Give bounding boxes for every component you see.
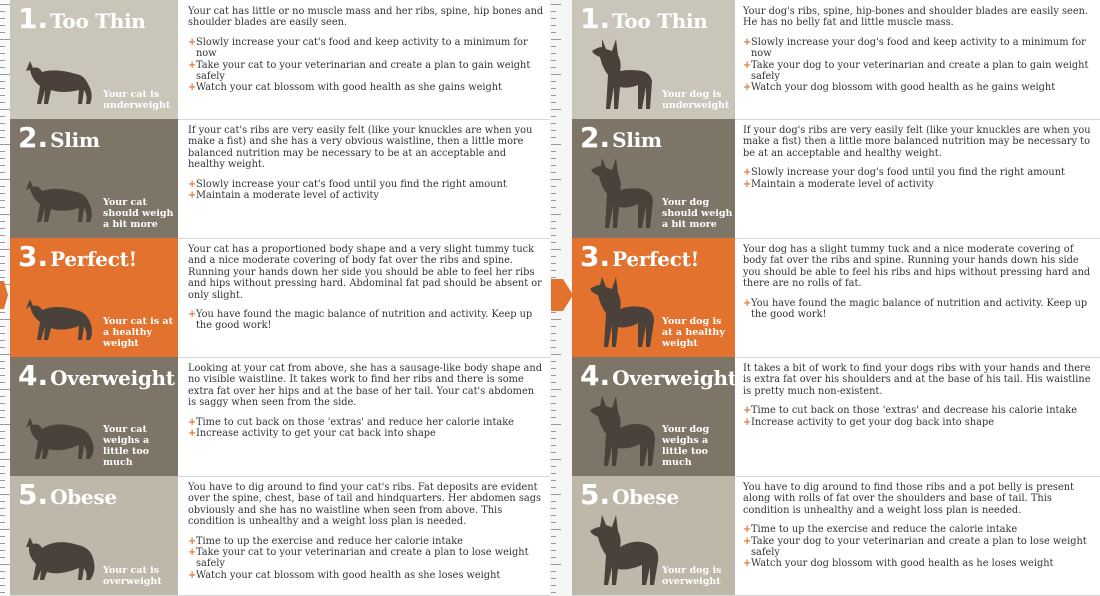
dog-weight-chart [572, 0, 1100, 595]
cat-obese-caption: Your cat is overweight [103, 565, 162, 587]
ruler-tick [0, 501, 5, 502]
cat-obese-tips [188, 536, 544, 582]
cat-overweight-caption: Your cat weighs a little too much [103, 424, 150, 468]
ruler-tick [551, 172, 556, 173]
dog-slim-tips [743, 167, 1092, 190]
tip: + Take your cat to your veterinarian and create a plan to gain weight safely [188, 59, 531, 83]
dog-too-thin-caption: Your dog is underweight [662, 89, 730, 111]
ruler-tick [551, 368, 556, 369]
cat-slim-text [188, 125, 544, 201]
dog-perfect-text [743, 244, 1092, 320]
ruler-tick [551, 550, 556, 551]
dog-slim-title: Slim [612, 128, 662, 152]
cat-row-slim [10, 119, 550, 239]
ruler-tick [551, 228, 556, 229]
tip: + Watch your cat blossom with good health as she gains weight [188, 82, 503, 94]
ruler-tick [0, 130, 5, 131]
ruler-tick [0, 361, 5, 362]
ruler-tick [0, 592, 5, 593]
ruler-tick [551, 536, 556, 537]
ruler-tick [551, 592, 556, 593]
tip: + Slowly increase your cat's food until you find the right amount [188, 178, 507, 190]
ruler-tick [551, 95, 556, 96]
cat-silhouette-icon [18, 41, 98, 111]
ruler-tick [551, 480, 556, 481]
ruler-tick [551, 235, 556, 236]
cat-slim-caption: Your cat should weigh a bit more [103, 197, 174, 230]
dog-obese-number: 5. [580, 478, 611, 511]
ruler-tick [0, 39, 10, 40]
dog-silhouette-icon [580, 390, 660, 470]
ruler-tick [551, 207, 556, 208]
cat-slim-title: Slim [50, 128, 100, 152]
dog-row-obese-swatch [572, 476, 735, 595]
dog-too-thin-text [743, 6, 1092, 94]
ruler-tick [0, 172, 5, 173]
ruler-tick [551, 333, 556, 334]
ruler-tick [0, 466, 5, 467]
ruler-tick [0, 368, 5, 369]
ruler-tick [551, 151, 556, 152]
dog-slim-caption: Your dog should weigh a bit more [662, 197, 733, 230]
dog-perfect-title: Perfect! [612, 247, 700, 271]
cat-overweight-title: Overweight [50, 366, 175, 390]
ruler-tick [0, 200, 5, 201]
dog-row-perfect-swatch [572, 238, 735, 357]
ruler-tick [551, 74, 561, 75]
ruler-tick [551, 515, 556, 516]
dog-overweight-description: It takes a bit of work to find your dogs ribs with your hands and there is extra fat over his shoulders and at the base of his tail. His waistline is pretty much non-existent. [743, 363, 1091, 397]
ruler-tick [551, 256, 556, 257]
dog-slim-description: If your dog's ribs are very easily felt (like your knuckles are when you make a fist) then a little more balanced nutrition may be necessary to be at an acceptable and healthy weight. [743, 125, 1091, 159]
ruler-tick [0, 480, 5, 481]
tip: + Take your dog to your veterinarian and create a plan to gain weight safely [743, 59, 1089, 83]
cat-obese-text [188, 482, 544, 581]
ruler-tick [551, 186, 556, 187]
ruler-tick [0, 25, 5, 26]
tip: + Time to up the exercise and reduce her calorie intake [188, 535, 463, 547]
ruler-tick [551, 417, 556, 418]
ruler-tick [0, 571, 5, 572]
ruler-tick [551, 130, 556, 131]
ruler-tick [0, 116, 5, 117]
cat-perfect-tips [188, 309, 544, 332]
tip: + Slowly increase your dog's food and keep activity to a minimum for now [743, 36, 1086, 60]
tip: + Watch your dog blossom with good health as he loses weight [743, 558, 1054, 570]
ruler-tick [551, 11, 556, 12]
ruler-tick [551, 473, 556, 474]
dog-row-overweight-swatch [572, 357, 735, 476]
ruler-tick [0, 81, 5, 82]
ruler-tick [551, 487, 556, 488]
dog-obese-title: Obese [612, 485, 679, 509]
dog-obese-description: You have to dig around to find those ribs and a pot belly is present along with rolls of fat over the shoulders and base of tail. This condition is unhealthy and a weight loss plan is needed. [743, 482, 1074, 516]
ruler-tick [0, 270, 5, 271]
ruler-tick [551, 249, 561, 250]
ruler-tick [551, 88, 556, 89]
cat-too-thin-text [188, 6, 544, 94]
ruler-tick [0, 67, 5, 68]
cat-row-overweight-swatch [10, 357, 178, 476]
ruler-tick [551, 403, 556, 404]
ruler-tick [0, 102, 5, 103]
dog-silhouette-icon [580, 33, 660, 113]
ruler-tick [0, 88, 5, 89]
dog-silhouette-icon [580, 152, 660, 232]
ruler-tick [551, 32, 556, 33]
cat-row-too-thin [10, 0, 550, 120]
ruler-tick [551, 522, 556, 523]
ruler-tick [551, 382, 556, 383]
ruler-tick [0, 319, 10, 320]
cat-obese-title: Obese [50, 485, 117, 509]
dog-too-thin-number: 1. [580, 2, 611, 35]
ruler-tick [551, 158, 556, 159]
cat-slim-description: If your cat's ribs are very easily felt (like your knuckles are when you make a fist) and she has a very obvious waistline, then a little more balanced nutrition may be necessary to be at an acceptable and healthy weight. [188, 125, 533, 171]
ruler-tick [551, 438, 556, 439]
ruler-tick [0, 522, 5, 523]
ruler-tick [0, 46, 5, 47]
cat-overweight-tips [188, 417, 544, 440]
tip: + Slowly increase your cat's food and keep activity to a minimum for now [188, 36, 528, 60]
dog-obese-tips [743, 524, 1092, 570]
ruler-tick [0, 424, 10, 425]
cat-obese-description: You have to dig around to find your cat's ribs. Fat deposits are evident over the spine, chest, base of tail and hindquarters. Her abdomen sags obviously and she has no waistline when seen from above. This condition is unhealthy and a weight loss plan is needed. [188, 482, 542, 528]
tip: + Time to up the exercise and reduce the calorie intake [743, 524, 1018, 536]
ruler-tick [551, 466, 556, 467]
ruler-tick [0, 529, 10, 530]
ruler-tick [551, 585, 556, 586]
ruler-tick [0, 11, 5, 12]
ruler-tick [551, 39, 561, 40]
dog-slim-number: 2. [580, 121, 611, 154]
ruler-tick [551, 445, 556, 446]
cat-too-thin-caption: Your cat is underweight [103, 89, 171, 111]
ruler-tick [551, 270, 556, 271]
cat-overweight-number: 4. [18, 359, 49, 392]
ruler-tick [0, 95, 5, 96]
cat-overweight-text [188, 363, 544, 439]
tip: + Time to cut back on those 'extras' and decrease his calorie intake [743, 405, 1078, 417]
tip: + Maintain a moderate level of activity [188, 190, 379, 202]
cat-row-overweight [10, 357, 550, 477]
ruler-tick [551, 81, 556, 82]
ruler-tick [551, 221, 556, 222]
cat-silhouette-icon [18, 517, 98, 587]
ruler-tick [0, 109, 10, 110]
cat-overweight-description: Looking at your cat from above, she has a sausage-like body shape and no visible waistline. It takes work to find her ribs and there is some extra fat over her hips and at the base of her tail. Your cat's abdomen is saggy when seen from the side. [188, 363, 542, 409]
dog-silhouette-icon [580, 271, 660, 351]
ruler-tick [0, 410, 5, 411]
ruler-tick [0, 179, 10, 180]
ruler-tick [551, 578, 556, 579]
ruler-tick [0, 123, 5, 124]
ruler-tick [0, 60, 5, 61]
ruler-tick [0, 144, 10, 145]
cat-perfect-caption: Your cat is at a healthy weight [103, 316, 173, 349]
ruler-tick [551, 431, 556, 432]
ruler-tick [551, 340, 556, 341]
ruler-tick [0, 242, 5, 243]
tip: + Take your cat to your veterinarian and create a plan to lose weight safely [188, 547, 529, 570]
cat-row-slim-swatch [10, 119, 178, 238]
cat-too-thin-number: 1. [18, 2, 49, 35]
cat-too-thin-description: Your cat has little or no muscle mass and her ribs, spine, hip bones and shoulder blades are easily seen. [188, 6, 544, 29]
ruler-tick [0, 445, 5, 446]
ruler-tick [0, 473, 5, 474]
cat-silhouette-icon [18, 279, 98, 349]
dog-overweight-text [743, 363, 1092, 428]
tip: + You have found the magic balance of nutrition and activity. Keep up the good work! [188, 309, 533, 332]
ruler-tick [0, 417, 5, 418]
ruler-tick [0, 228, 5, 229]
ruler-tick [0, 536, 5, 537]
cat-too-thin-tips [188, 37, 544, 94]
ruler-tick [551, 263, 556, 264]
cat-row-obese-swatch [10, 476, 178, 595]
ruler-tick [0, 207, 5, 208]
ruler-tick [0, 249, 10, 250]
ruler-tick [0, 235, 5, 236]
ruler-tick [551, 571, 556, 572]
ruler-tick [0, 74, 10, 75]
dog-too-thin-description: Your dog's ribs, spine, hip-bones and shoulder blades are easily seen. He has no belly fat and little muscle mass. [743, 6, 1089, 29]
tip: + You have found the magic balance of nutrition and activity. Keep up the good work! [743, 297, 1088, 321]
dog-overweight-number: 4. [580, 359, 611, 392]
ruler-tick [551, 396, 556, 397]
arrow-marker-icon [551, 275, 573, 315]
ruler-tick [551, 18, 556, 19]
ruler-tick [0, 186, 5, 187]
ruler-tick [0, 438, 5, 439]
dog-row-obese [572, 476, 1100, 596]
ruler-tick [0, 585, 5, 586]
cat-obese-number: 5. [18, 478, 49, 511]
ruler-tick [551, 410, 556, 411]
dog-too-thin-tips [743, 37, 1092, 94]
dog-too-thin-title: Too Thin [612, 9, 708, 33]
ruler-tick [551, 424, 561, 425]
ruler-tick [0, 543, 5, 544]
cat-slim-tips [188, 179, 544, 202]
cat-row-perfect [10, 238, 550, 358]
ruler-tick [0, 165, 5, 166]
tip: + Slowly increase your dog's food until you find the right amount [743, 167, 1065, 179]
ruler-tick [0, 221, 5, 222]
ruler-tick [0, 53, 5, 54]
dog-row-perfect [572, 238, 1100, 358]
ruler-tick [551, 109, 561, 110]
tip: + Increase activity to get your cat back into shape [188, 428, 436, 440]
tip: + Watch your cat blossom with good health as she loses weight [188, 569, 501, 581]
ruler-tick [551, 361, 556, 362]
ruler-tick [551, 179, 561, 180]
dog-row-slim [572, 119, 1100, 239]
ruler-tick [551, 501, 556, 502]
ruler-tick [551, 375, 556, 376]
ruler-tick [551, 200, 556, 201]
tip: + Time to cut back on those 'extras' and reduce her calorie intake [188, 416, 514, 428]
ruler-tick [551, 543, 556, 544]
ruler-tick [551, 53, 556, 54]
dog-perfect-caption: Your dog is at a healthy weight [662, 316, 725, 349]
ruler-tick [0, 151, 5, 152]
ruler-tick [0, 32, 5, 33]
dog-perfect-number: 3. [580, 240, 611, 273]
ruler-tick [551, 452, 556, 453]
ruler-tick [0, 347, 5, 348]
arrow-marker-left-icon [0, 275, 8, 315]
cat-too-thin-title: Too Thin [50, 9, 146, 33]
ruler-tick [0, 4, 10, 5]
ruler-tick [551, 46, 556, 47]
dog-row-too-thin [572, 0, 1100, 120]
ruler-tick [0, 550, 5, 551]
ruler-tick [551, 242, 556, 243]
ruler-tick [0, 326, 5, 327]
dog-row-slim-swatch [572, 119, 735, 238]
dog-overweight-title: Overweight [612, 366, 737, 390]
ruler-tick [0, 564, 10, 565]
ruler-tick [0, 382, 5, 383]
ruler-tick [551, 354, 561, 355]
dog-overweight-caption: Your dog weighs a little too much [662, 424, 710, 468]
tip: + Take your dog to your veterinarian and create a plan to lose weight safely [743, 535, 1087, 559]
ruler-tick [0, 515, 5, 516]
ruler-tick [0, 403, 5, 404]
ruler-tick [551, 557, 556, 558]
ruler-tick [0, 396, 5, 397]
dog-obese-caption: Your dog is overweight [662, 565, 722, 587]
ruler-tick [0, 431, 5, 432]
ruler-tick [0, 158, 5, 159]
cat-perfect-text [188, 244, 544, 332]
dog-overweight-tips [743, 405, 1092, 428]
dog-row-too-thin-swatch [572, 0, 735, 119]
ruler-tick [551, 494, 561, 495]
ruler-tick [0, 214, 10, 215]
dog-obese-text [743, 482, 1092, 570]
ruler-tick [0, 340, 5, 341]
ruler-tick [0, 459, 10, 460]
ruler-tick [551, 4, 561, 5]
cat-row-obese [10, 476, 550, 596]
tip: + Increase activity to get your dog back into shape [743, 416, 995, 428]
ruler-tick [551, 67, 556, 68]
ruler-tick [551, 60, 556, 61]
ruler-tick [551, 123, 556, 124]
dog-slim-text [743, 125, 1092, 190]
ruler-tick [0, 494, 10, 495]
tip: + Watch your dog blossom with good health as he gains weight [743, 82, 1056, 94]
cat-perfect-description: Your cat has a proportioned body shape and a very slight tummy tuck and a nice moderate covering of body fat over the ribs and spine. Running your hands down her side you should be able to feel her ribs and hips without pressing hard. Abdominal fat pad should be absent or only slight. [188, 244, 542, 301]
ruler-tick [551, 137, 556, 138]
cat-slim-number: 2. [18, 121, 49, 154]
cat-row-too-thin-swatch [10, 0, 178, 119]
ruler-tick [0, 487, 5, 488]
ruler-tick [551, 389, 561, 390]
dog-perfect-description: Your dog has a slight tummy tuck and a nice moderate covering of body fat over the ribs and spine. Running your hands down his side you should be able to feel his ribs and hips without pressing hard and there are no rolls of fat. [743, 244, 1091, 290]
ruler-tick [551, 214, 561, 215]
ruler-tick [551, 564, 561, 565]
ruler-tick [551, 326, 556, 327]
ruler-tick [551, 25, 556, 26]
ruler-tick [0, 137, 5, 138]
cat-silhouette-icon [18, 160, 98, 230]
tip: + Maintain a moderate level of activity [743, 178, 934, 190]
ruler-tick [0, 389, 10, 390]
ruler-tick [551, 347, 556, 348]
ruler-tick [551, 193, 556, 194]
ruler-tick [0, 263, 5, 264]
dog-silhouette-icon [580, 509, 660, 589]
ruler-tick [551, 116, 556, 117]
ruler-tick [0, 256, 5, 257]
ruler-tick [0, 375, 5, 376]
ruler-tick [551, 165, 556, 166]
ruler-tick [0, 18, 5, 19]
ruler-tick [551, 508, 556, 509]
cat-row-perfect-swatch [10, 238, 178, 357]
ruler-tick [551, 144, 561, 145]
ruler-tick [0, 452, 5, 453]
ruler-tick [551, 459, 561, 460]
ruler-tick [0, 354, 10, 355]
ruler-tick [0, 578, 5, 579]
ruler-tick [551, 529, 561, 530]
ruler-tick [0, 333, 5, 334]
cat-perfect-number: 3. [18, 240, 49, 273]
cat-silhouette-icon [18, 398, 98, 468]
ruler-tick [0, 193, 5, 194]
cat-weight-chart [10, 0, 550, 595]
cat-perfect-title: Perfect! [50, 247, 138, 271]
ruler-tick [0, 508, 5, 509]
dog-row-overweight [572, 357, 1100, 477]
ruler-tick [0, 557, 5, 558]
ruler-tick [551, 102, 556, 103]
ruler-tick [551, 319, 561, 320]
dog-perfect-tips [743, 298, 1092, 321]
